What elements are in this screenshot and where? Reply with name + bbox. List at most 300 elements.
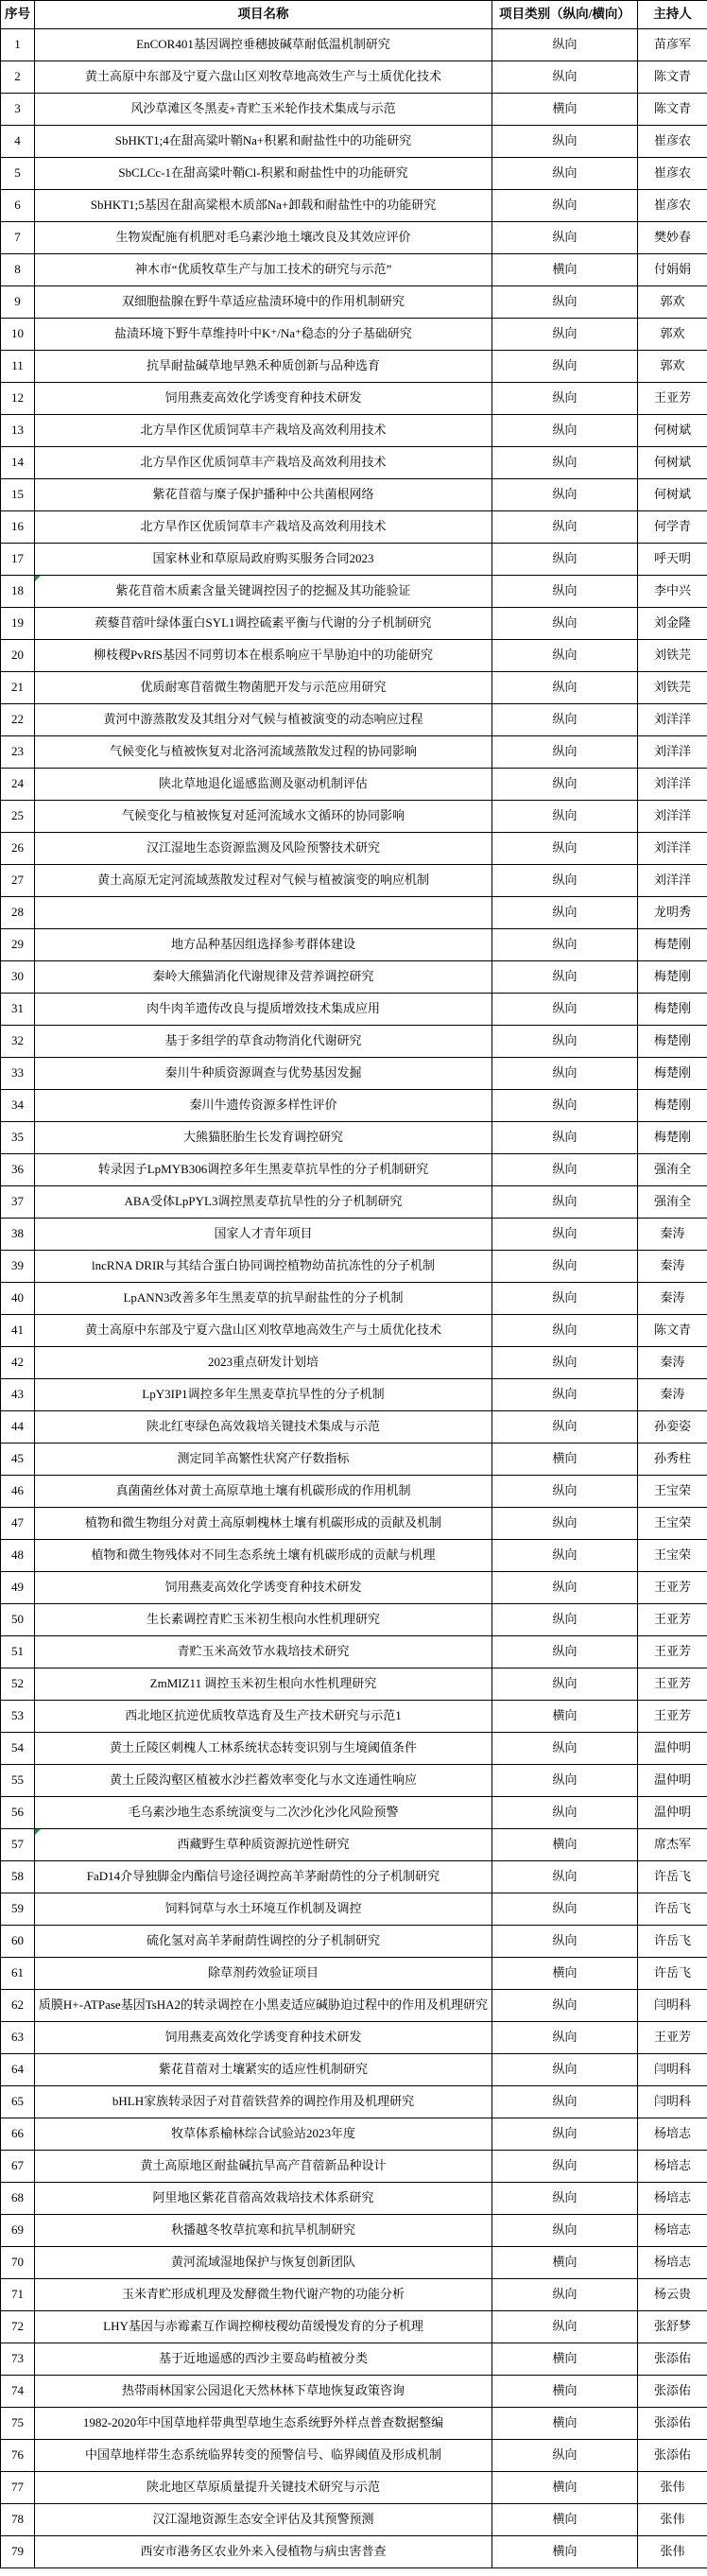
row-number-cell: 13: [1, 415, 35, 447]
row-number-cell: 60: [1, 1926, 35, 1958]
host-cell: 孙秀柱: [638, 1444, 707, 1476]
table-row: [1, 190, 707, 222]
category-cell: 纵向: [492, 897, 638, 929]
table-row: [1, 1444, 707, 1476]
category-cell: 纵向: [492, 2311, 638, 2343]
table-row: [1, 1347, 707, 1379]
project-name-cell: [35, 2054, 492, 2086]
row-number-cell: 36: [1, 1154, 35, 1186]
project-name-text: 秋播越冬牧草抗寒和抗旱机制研究: [170, 2222, 355, 2238]
row-number-cell: 58: [1, 1861, 35, 1893]
project-name-cell: [35, 158, 492, 190]
category-cell: 纵向: [492, 2183, 638, 2215]
project-name-cell: [35, 1829, 492, 1861]
host-cell: 刘洋洋: [638, 801, 707, 833]
project-name-cell: [35, 2536, 492, 2568]
host-cell: 张添佑: [638, 2440, 707, 2472]
project-name-text: 气候变化与植被恢复对延河流域水文循环的协同影响: [121, 808, 405, 823]
project-name-cell: [35, 833, 492, 865]
category-cell: 横向: [492, 1829, 638, 1861]
project-name-text: 青贮玉米高效节水栽培技术研究: [177, 1644, 350, 1659]
project-name-cell: [35, 929, 492, 961]
row-number-cell: 21: [1, 672, 35, 704]
project-name-text: 玉米青贮形成机理及发酵微生物代谢产物的功能分析: [121, 2287, 405, 2302]
host-cell: 张伟: [638, 2504, 707, 2536]
project-name-text: 柳枝稷PvRfS基因不同剪切本在根系响应干旱胁迫中的功能研究: [94, 648, 433, 663]
project-name-text: 秦川牛遗传资源多样性评价: [189, 1098, 337, 1113]
host-cell: 王亚芳: [638, 1668, 707, 1701]
project-name-cell: [35, 126, 492, 158]
table-row: [1, 2311, 707, 2343]
project-name-cell: [35, 2408, 492, 2440]
table-row: [1, 769, 707, 801]
row-number-cell: 38: [1, 1219, 35, 1251]
category-cell: 纵向: [492, 1797, 638, 1829]
project-name-cell: [35, 961, 492, 994]
row-number-cell: 25: [1, 801, 35, 833]
category-cell: 纵向: [492, 479, 638, 511]
project-name-text: 紫花苜蓿对土壤紧实的适应性机制研究: [158, 2062, 368, 2077]
row-number-cell: 20: [1, 640, 35, 672]
row-number-cell: 73: [1, 2343, 35, 2376]
host-cell: 许岳飞: [638, 1926, 707, 1958]
host-cell: 呼天明: [638, 544, 707, 576]
category-cell: 纵向: [492, 1668, 638, 1701]
table-row: [1, 1604, 707, 1636]
category-cell: 纵向: [492, 2151, 638, 2183]
table-row: [1, 1379, 707, 1411]
table-row: [1, 1058, 707, 1090]
host-cell: 何树斌: [638, 479, 707, 511]
project-name-cell: [35, 415, 492, 447]
table-row: [1, 511, 707, 544]
category-cell: 纵向: [492, 190, 638, 222]
project-name-text: 生物炭配施有机肥对毛乌素沙地土壤改良及其效应评价: [115, 230, 411, 245]
category-cell: 纵向: [492, 351, 638, 383]
project-name-cell: [35, 1186, 492, 1219]
category-cell: 纵向: [492, 222, 638, 254]
category-cell: 纵向: [492, 1058, 638, 1090]
project-name-cell: [35, 1379, 492, 1411]
row-number-cell: 8: [1, 254, 35, 286]
category-cell: 纵向: [492, 2022, 638, 2054]
host-cell: 许岳飞: [638, 1893, 707, 1926]
host-cell: 刘洋洋: [638, 736, 707, 769]
host-cell: 何学青: [638, 511, 707, 544]
host-cell: 杨培志: [638, 2215, 707, 2247]
host-cell: 温仲明: [638, 1765, 707, 1797]
host-cell: 刘金隆: [638, 608, 707, 640]
table-row: [1, 2151, 707, 2183]
project-name-text: 黄土高原地区耐盐碱抗旱高产苜蓿新品种设计: [140, 2158, 387, 2173]
row-number-cell: 16: [1, 511, 35, 544]
category-cell: 纵向: [492, 1926, 638, 1958]
host-cell: 梅楚刚: [638, 1026, 707, 1058]
project-name-cell: [35, 1154, 492, 1186]
project-name-text: 肉牛肉羊遗传改良与提质增效技术集成应用: [146, 1001, 380, 1016]
table-row: [1, 576, 707, 608]
project-name-cell: [35, 1765, 492, 1797]
project-name-cell: [35, 544, 492, 576]
category-cell: 纵向: [492, 2118, 638, 2151]
project-name-text: 黄土丘陵区刺槐人工林系统状态转变识别与生境阈值条件: [109, 1740, 417, 1755]
host-cell: 王亚芳: [638, 1572, 707, 1604]
row-number-cell: 27: [1, 865, 35, 897]
table-row: [1, 1026, 707, 1058]
category-cell: 纵向: [492, 1861, 638, 1893]
category-cell: 纵向: [492, 929, 638, 961]
category-cell: 横向: [492, 94, 638, 126]
table-row: [1, 479, 707, 511]
row-number-cell: 43: [1, 1379, 35, 1411]
project-name-cell: [35, 1604, 492, 1636]
row-number-cell: 3: [1, 94, 35, 126]
row-number-cell: 12: [1, 383, 35, 415]
category-cell: 横向: [492, 1958, 638, 1990]
row-number-cell: 18: [1, 576, 35, 608]
row-number-cell: 45: [1, 1444, 35, 1476]
table-row: [1, 1861, 707, 1893]
row-number-cell: 28: [1, 897, 35, 929]
project-name-text: LHY基因与赤霉素互作调控柳枝稷幼苗缓慢发育的分子机理: [103, 2319, 423, 2334]
table-row: [1, 1219, 707, 1251]
project-name-text: 植物和微生物组分对黄土高原刺槐林土壤有机碳形成的贡献及机制: [84, 1515, 441, 1530]
table-row: [1, 351, 707, 383]
row-number-cell: 34: [1, 1090, 35, 1122]
host-cell: 郭欢: [638, 319, 707, 351]
category-cell: 纵向: [492, 704, 638, 736]
project-name-text: 西安市港务区农业外来入侵植物与病虫害普查: [140, 2544, 387, 2559]
host-cell: 秦涛: [638, 1251, 707, 1283]
row-number-cell: 33: [1, 1058, 35, 1090]
project-name-text: 蒺藜苜蓿叶绿体蛋白SYL1调控硫素平衡与代谢的分子机制研究: [95, 615, 432, 631]
host-cell: 张舒梦: [638, 2311, 707, 2343]
table-row: [1, 1315, 707, 1347]
row-number-cell: 51: [1, 1636, 35, 1668]
project-name-text: 牧草体系榆林综合试验站2023年度: [170, 2126, 355, 2141]
category-cell: 纵向: [492, 2279, 638, 2311]
project-name-text: 北方旱作区优质饲草丰产栽培及高效利用技术: [140, 423, 387, 438]
host-cell: 杨培志: [638, 2118, 707, 2151]
category-cell: 纵向: [492, 319, 638, 351]
project-name-cell: [35, 1990, 492, 2022]
project-name-cell: [35, 1347, 492, 1379]
project-name-cell: [35, 769, 492, 801]
category-cell: 纵向: [492, 1283, 638, 1315]
comment-marker-icon: [35, 1829, 41, 1835]
project-name-cell: [35, 1958, 492, 1990]
row-number-cell: 78: [1, 2504, 35, 2536]
category-cell: 纵向: [492, 1122, 638, 1154]
row-number-cell: 15: [1, 479, 35, 511]
category-cell: 纵向: [492, 2440, 638, 2472]
column-header-name: 项目名称: [35, 1, 492, 29]
category-cell: 纵向: [492, 1508, 638, 1540]
project-name-cell: [35, 1636, 492, 1668]
row-number-cell: 40: [1, 1283, 35, 1315]
project-name-cell: [35, 2504, 492, 2536]
project-name-cell: [35, 2311, 492, 2343]
table-row: [1, 1283, 707, 1315]
project-name-cell: [35, 511, 492, 544]
host-cell: 王宝荣: [638, 1476, 707, 1508]
project-name-cell: [35, 1411, 492, 1444]
row-number-cell: 48: [1, 1540, 35, 1572]
table-row: [1, 994, 707, 1026]
project-name-cell: [35, 608, 492, 640]
host-cell: 陈文青: [638, 61, 707, 94]
table-row: [1, 2118, 707, 2151]
category-cell: 纵向: [492, 1990, 638, 2022]
table-row: [1, 801, 707, 833]
row-number-cell: 41: [1, 1315, 35, 1347]
category-cell: 纵向: [492, 544, 638, 576]
row-number-cell: 2: [1, 61, 35, 94]
project-name-cell: [35, 865, 492, 897]
category-cell: 纵向: [492, 1347, 638, 1379]
category-cell: 横向: [492, 2504, 638, 2536]
host-cell: 何树斌: [638, 415, 707, 447]
host-cell: 孙娈姿: [638, 1411, 707, 1444]
project-name-text: 秦岭大熊猫消化代谢规律及营养调控研究: [152, 969, 374, 984]
table-row: [1, 608, 707, 640]
table-row: [1, 126, 707, 158]
row-number-cell: 63: [1, 2022, 35, 2054]
row-number-cell: 79: [1, 2536, 35, 2568]
project-name-text: 基于近地遥感的西沙主要岛屿植被分类: [158, 2351, 368, 2366]
table-row: [1, 222, 707, 254]
project-name-text: 除草剂药效验证项目: [207, 1965, 319, 1980]
table-row: [1, 1893, 707, 1926]
project-name-cell: [35, 1540, 492, 1572]
row-number-cell: 4: [1, 126, 35, 158]
project-name-text: 饲料饲草与水土环境互作机制及调控: [164, 1901, 362, 1916]
project-name-text: 黄土高原中东部及宁夏六盘山区刈牧草地高效生产与土质优化技术: [84, 69, 441, 84]
category-cell: 纵向: [492, 672, 638, 704]
host-cell: 樊妙春: [638, 222, 707, 254]
row-number-cell: 72: [1, 2311, 35, 2343]
row-number-cell: 74: [1, 2376, 35, 2408]
row-number-cell: 68: [1, 2183, 35, 2215]
project-name-cell: [35, 1668, 492, 1701]
project-name-text: 陕北草地退化遥感监测及驱动机制评估: [158, 776, 368, 791]
project-name-text: SbHKT1;4在甜高粱叶鞘Na+积累和耐盐性中的功能研究: [114, 133, 412, 148]
host-cell: 付娟娟: [638, 254, 707, 286]
row-number-cell: 47: [1, 1508, 35, 1540]
table-row: [1, 2536, 707, 2568]
project-name-cell: [35, 1926, 492, 1958]
host-cell: 温仲明: [638, 1733, 707, 1765]
project-name-text: 质膜H+-ATPase基因TsHA2的转录调控在小黑麦适应碱胁迫过程中的作用及机理研究: [38, 1997, 489, 2013]
host-cell: 郭欢: [638, 351, 707, 383]
project-name-cell: [35, 640, 492, 672]
category-cell: 纵向: [492, 126, 638, 158]
project-name-cell: [35, 2118, 492, 2151]
table-row: [1, 1926, 707, 1958]
project-name-text: 中国草地样带生态系统临界转变的预警信号、临界阈值及形成机制: [84, 2447, 441, 2463]
host-cell: 刘铁芫: [638, 672, 707, 704]
table-row: [1, 736, 707, 769]
row-number-cell: 31: [1, 994, 35, 1026]
project-name-cell: [35, 672, 492, 704]
row-number-cell: 5: [1, 158, 35, 190]
category-cell: 横向: [492, 2472, 638, 2504]
project-name-text: 真菌菌丝体对黄土高原草地土壤有机碳形成的作用机制: [115, 1483, 411, 1498]
project-name-cell: [35, 897, 492, 929]
host-cell: 杨培志: [638, 2151, 707, 2183]
table-row: [1, 704, 707, 736]
category-cell: 横向: [492, 2247, 638, 2279]
host-cell: 闫明科: [638, 2086, 707, 2118]
table-row: [1, 2504, 707, 2536]
category-cell: 纵向: [492, 640, 638, 672]
table-row: [1, 2183, 707, 2215]
table-row: [1, 94, 707, 126]
host-cell: 张添佑: [638, 2408, 707, 2440]
row-number-cell: 7: [1, 222, 35, 254]
row-number-cell: 54: [1, 1733, 35, 1765]
project-name-cell: [35, 1026, 492, 1058]
project-name-text: EnCOR401基因调控垂穗披碱草耐低温机制研究: [136, 37, 390, 52]
category-cell: 纵向: [492, 1476, 638, 1508]
host-cell: 王亚芳: [638, 1701, 707, 1733]
category-cell: 纵向: [492, 1572, 638, 1604]
category-cell: 纵向: [492, 383, 638, 415]
row-number-cell: 11: [1, 351, 35, 383]
host-cell: 王亚芳: [638, 2022, 707, 2054]
host-cell: 秦涛: [638, 1379, 707, 1411]
project-name-cell: [35, 254, 492, 286]
table-row: [1, 2472, 707, 2504]
project-name-cell: [35, 2247, 492, 2279]
table-row: [1, 1668, 707, 1701]
category-cell: 纵向: [492, 2054, 638, 2086]
category-cell: 纵向: [492, 801, 638, 833]
project-name-text: LpANN3改善多年生黑麦草的抗旱耐盐性的分子机制: [123, 1290, 404, 1305]
project-name-cell: [35, 351, 492, 383]
host-cell: 杨培志: [638, 2247, 707, 2279]
project-name-text: 陕北地区草原质量提升关键技术研究与示范: [146, 2480, 380, 2495]
category-cell: 纵向: [492, 1315, 638, 1347]
project-name-text: 黄河流域湿地保护与恢复创新团队: [170, 2255, 355, 2270]
category-cell: 纵向: [492, 1733, 638, 1765]
category-cell: 横向: [492, 254, 638, 286]
project-name-cell: [35, 479, 492, 511]
row-number-cell: 29: [1, 929, 35, 961]
table-row: [1, 1733, 707, 1765]
row-number-cell: 49: [1, 1572, 35, 1604]
host-cell: 梅楚刚: [638, 1090, 707, 1122]
host-cell: 龙明秀: [638, 897, 707, 929]
category-cell: 纵向: [492, 1154, 638, 1186]
project-name-text: 陕北红枣绿色高效栽培关键技术集成与示范: [146, 1419, 380, 1434]
project-name-cell: [35, 190, 492, 222]
host-cell: 强洧全: [638, 1154, 707, 1186]
project-name-cell: [35, 1090, 492, 1122]
row-number-cell: 69: [1, 2215, 35, 2247]
table-row: [1, 1251, 707, 1283]
category-cell: 横向: [492, 1701, 638, 1733]
host-cell: 张添佑: [638, 2343, 707, 2376]
project-name-cell: [35, 736, 492, 769]
project-name-text: 黄土丘陵沟壑区植被水沙拦蓄效率变化与水文连通性响应: [109, 1772, 417, 1788]
table-row: [1, 1572, 707, 1604]
project-name-cell: [35, 2086, 492, 2118]
table-row: [1, 2086, 707, 2118]
table-row: [1, 1186, 707, 1219]
project-name-cell: [35, 383, 492, 415]
row-number-cell: 9: [1, 286, 35, 319]
row-number-cell: 22: [1, 704, 35, 736]
row-number-cell: 70: [1, 2247, 35, 2279]
category-cell: 横向: [492, 2376, 638, 2408]
column-header-no: 序号: [1, 1, 35, 29]
category-cell: 纵向: [492, 1636, 638, 1668]
project-name-cell: [35, 1508, 492, 1540]
row-number-cell: 24: [1, 769, 35, 801]
project-name-cell: [35, 1122, 492, 1154]
category-cell: 纵向: [492, 1540, 638, 1572]
project-name-text: 神木市“优质牧草生产与加工技术的研究与示范”: [134, 262, 392, 277]
category-cell: 纵向: [492, 511, 638, 544]
table-row: [1, 1122, 707, 1154]
host-cell: 闫明科: [638, 2054, 707, 2086]
project-name-text: 阿里地区紫花苜蓿高效栽培技术体系研究: [152, 2190, 374, 2205]
category-cell: 横向: [492, 2343, 638, 2376]
category-cell: 横向: [492, 1444, 638, 1476]
host-cell: 张添佑: [638, 2376, 707, 2408]
comment-marker-icon: [35, 576, 41, 581]
host-cell: 郭欢: [638, 286, 707, 319]
project-name-cell: [35, 29, 492, 61]
category-cell: 纵向: [492, 865, 638, 897]
row-number-cell: 37: [1, 1186, 35, 1219]
host-cell: 闫明科: [638, 1990, 707, 2022]
table-row: [1, 2343, 707, 2376]
row-number-cell: 23: [1, 736, 35, 769]
project-name-cell: [35, 1861, 492, 1893]
project-name-cell: [35, 994, 492, 1026]
table-row: [1, 1990, 707, 2022]
category-cell: 纵向: [492, 608, 638, 640]
host-cell: 李中兴: [638, 576, 707, 608]
project-name-text: 西北地区抗逆优质牧草选育及生产技术研究与示范1: [125, 1708, 402, 1723]
row-number-cell: 42: [1, 1347, 35, 1379]
project-name-cell: [35, 1444, 492, 1476]
host-cell: 张伟: [638, 2472, 707, 2504]
category-cell: 纵向: [492, 158, 638, 190]
table-row: [1, 1797, 707, 1829]
host-cell: 刘洋洋: [638, 704, 707, 736]
row-number-cell: 75: [1, 2408, 35, 2440]
row-number-cell: 32: [1, 1026, 35, 1058]
host-cell: 梅楚刚: [638, 929, 707, 961]
project-name-text: SbHKT1;5基因在甜高粱根木质部Na+卸载和耐盐性中的功能研究: [90, 198, 437, 213]
project-name-text: 大熊猫胚胎生长发育调控研究: [182, 1130, 343, 1145]
host-cell: 苗彦军: [638, 29, 707, 61]
project-name-text: FaD14介导独脚金内酯信号途径调控高羊茅耐荫性的分子机制研究: [86, 1869, 440, 1884]
table-row: [1, 415, 707, 447]
row-number-cell: 64: [1, 2054, 35, 2086]
category-cell: 纵向: [492, 286, 638, 319]
table-row: [1, 1829, 707, 1861]
row-number-cell: 56: [1, 1797, 35, 1829]
category-cell: 纵向: [492, 961, 638, 994]
row-number-cell: 35: [1, 1122, 35, 1154]
table-row: [1, 1958, 707, 1990]
project-name-cell: [35, 2440, 492, 2472]
project-name-text: 饲用燕麦高效化学诱变育种技术研发: [164, 390, 362, 406]
